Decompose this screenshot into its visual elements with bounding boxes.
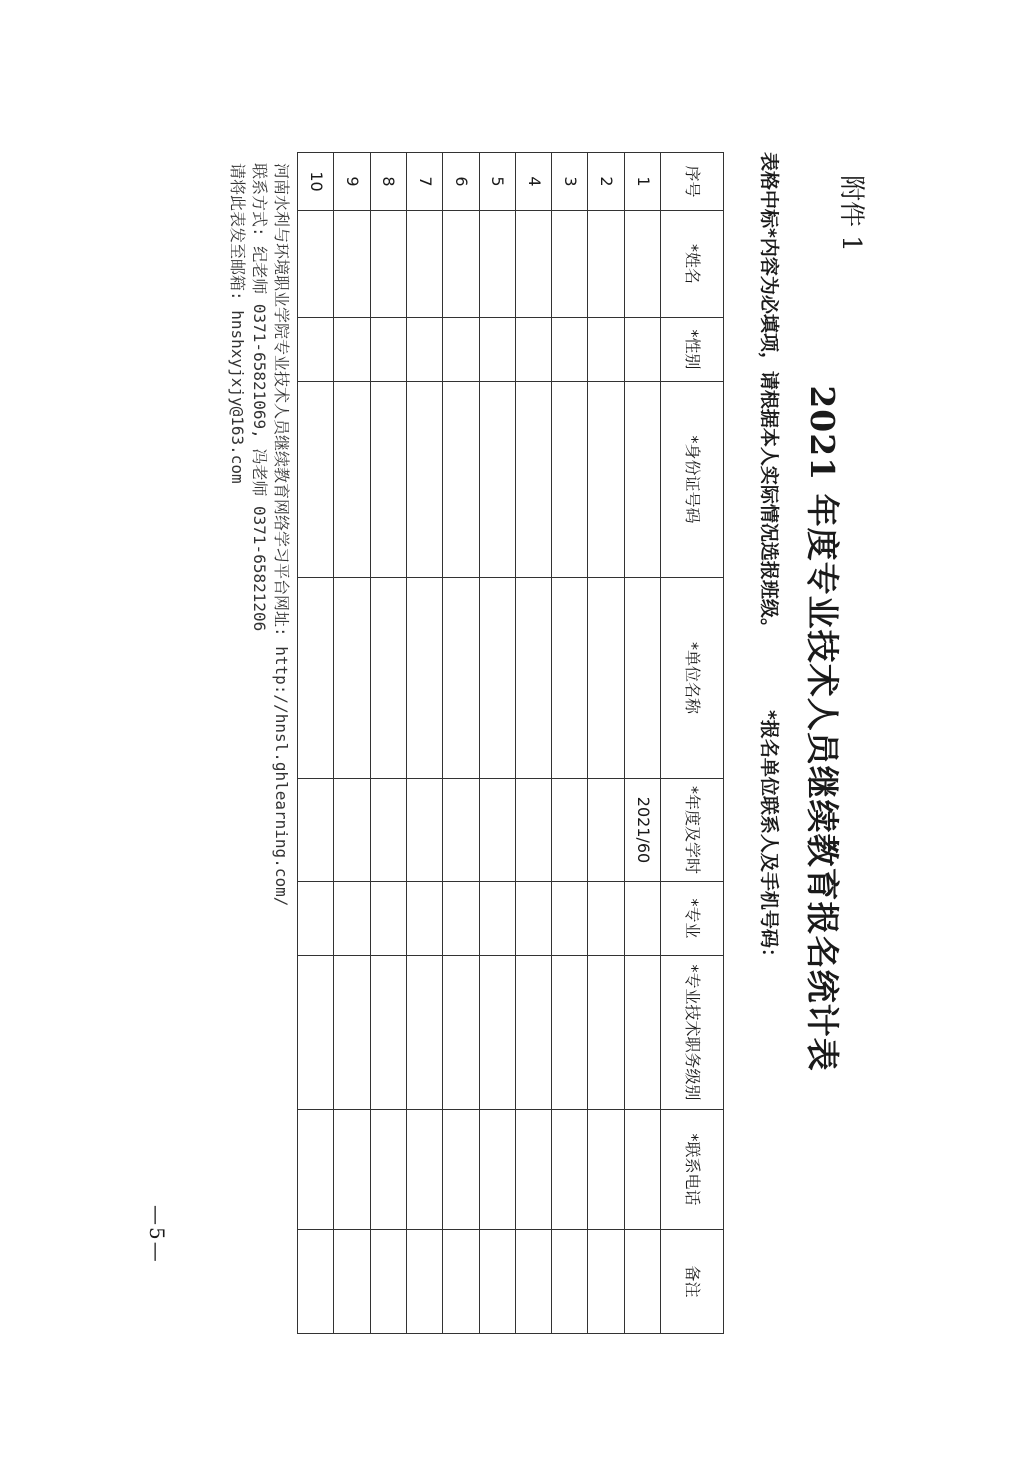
table-cell xyxy=(479,382,515,578)
table-cell xyxy=(406,882,442,956)
page-number: —5— xyxy=(145,1205,169,1264)
row-number-cell: 10 xyxy=(298,153,334,211)
table-cell xyxy=(515,779,551,882)
row-number-cell: 3 xyxy=(552,153,588,211)
contact-person-note: *报名单位联系人及手机号码： xyxy=(758,710,780,967)
table-cell xyxy=(370,1110,406,1230)
table-cell xyxy=(443,211,479,318)
table-cell xyxy=(370,882,406,956)
column-header: *姓名 xyxy=(661,211,724,318)
table-cell xyxy=(443,318,479,382)
table-cell xyxy=(298,382,334,578)
table-cell xyxy=(552,382,588,578)
table-cell xyxy=(479,779,515,882)
table-cell xyxy=(515,382,551,578)
table-cell xyxy=(298,318,334,382)
table-cell xyxy=(370,1230,406,1334)
column-header: *年度及学时 xyxy=(661,779,724,882)
table-cell xyxy=(443,956,479,1110)
table-row xyxy=(334,153,370,1334)
table-cell xyxy=(370,578,406,779)
table-cell: 2021/60 xyxy=(624,779,660,882)
row-number-cell: 7 xyxy=(406,153,442,211)
table-cell xyxy=(552,882,588,956)
table-row xyxy=(588,153,624,1334)
table-cell xyxy=(370,318,406,382)
row-number-cell: 1 xyxy=(624,153,660,211)
table-cell xyxy=(552,956,588,1110)
table-cell xyxy=(298,211,334,318)
table-cell xyxy=(479,1110,515,1230)
table-cell xyxy=(298,1230,334,1334)
table-cell xyxy=(479,318,515,382)
table-cell xyxy=(552,1230,588,1334)
table-cell xyxy=(479,882,515,956)
row-number-cell: 6 xyxy=(443,153,479,211)
footer-email: 请将此表发至邮箱: hnshxyjxjy@163.com xyxy=(228,163,247,484)
table-cell xyxy=(406,1110,442,1230)
table-cell xyxy=(624,882,660,956)
table-cell xyxy=(406,779,442,882)
table-cell xyxy=(515,1230,551,1334)
table-cell xyxy=(406,211,442,318)
table-cell xyxy=(370,956,406,1110)
table-row xyxy=(515,153,551,1334)
table-cell xyxy=(515,578,551,779)
table-cell xyxy=(298,578,334,779)
table-cell xyxy=(588,956,624,1110)
table-cell xyxy=(552,318,588,382)
table-cell xyxy=(624,1110,660,1230)
row-number-cell: 8 xyxy=(370,153,406,211)
form-title: 2021 年度专业技术人员继续教育报名统计表 xyxy=(803,385,842,1072)
footer-contact: 联系方式: 纪老师 0371-65821069, 冯老师 0371-65821206 xyxy=(250,163,269,632)
table-cell xyxy=(479,578,515,779)
table-cell xyxy=(588,882,624,956)
table-row xyxy=(552,153,588,1334)
table-cell xyxy=(588,578,624,779)
table-cell xyxy=(624,211,660,318)
table-cell xyxy=(588,318,624,382)
table-cell xyxy=(298,779,334,882)
table-body xyxy=(298,153,661,1334)
table-row xyxy=(443,153,479,1334)
table-cell xyxy=(298,956,334,1110)
table-row xyxy=(406,153,442,1334)
attachment-label: 附件 1 xyxy=(836,175,866,252)
table-cell xyxy=(443,1230,479,1334)
table-cell xyxy=(334,578,370,779)
table-cell xyxy=(443,1110,479,1230)
column-header: *身份证号码 xyxy=(661,382,724,578)
row-number-cell: 9 xyxy=(334,153,370,211)
column-header: *专业 xyxy=(661,882,724,956)
table-cell xyxy=(515,211,551,318)
table-cell xyxy=(624,1230,660,1334)
table-cell xyxy=(334,382,370,578)
table-cell xyxy=(624,956,660,1110)
table-cell xyxy=(406,318,442,382)
required-fields-note: 表格中标*内容为必填项，请根据本人实际情况选报班级。 xyxy=(758,152,780,637)
table-cell xyxy=(334,318,370,382)
table-cell xyxy=(552,211,588,318)
table-cell xyxy=(515,318,551,382)
table-cell xyxy=(334,1110,370,1230)
table-cell xyxy=(588,779,624,882)
table-cell xyxy=(515,882,551,956)
table-row xyxy=(624,153,660,1334)
table-cell xyxy=(443,578,479,779)
table-cell xyxy=(515,1110,551,1230)
row-number-cell: 5 xyxy=(479,153,515,211)
column-header: 备注 xyxy=(661,1230,724,1334)
table-cell xyxy=(552,1110,588,1230)
table-cell xyxy=(298,1110,334,1230)
table-cell xyxy=(334,882,370,956)
table-cell xyxy=(552,578,588,779)
table-cell xyxy=(624,382,660,578)
column-header: *专业技术职务级别 xyxy=(661,956,724,1110)
table-row xyxy=(479,153,515,1334)
table-cell xyxy=(443,882,479,956)
table-cell xyxy=(298,882,334,956)
registration-table xyxy=(297,152,724,1334)
table-cell xyxy=(479,956,515,1110)
table-cell xyxy=(443,779,479,882)
table-cell xyxy=(552,779,588,882)
table-cell xyxy=(334,956,370,1110)
table-cell xyxy=(406,382,442,578)
table-cell xyxy=(588,382,624,578)
table-header-row xyxy=(661,153,724,1334)
table-cell xyxy=(443,382,479,578)
table-cell xyxy=(406,578,442,779)
table-cell xyxy=(479,1230,515,1334)
table-cell xyxy=(588,211,624,318)
footer-platform-url: 河南水利与环境职业学院专业技术人员继续教育网络学习平台网址: http://hnsl.ghlearning.com/ xyxy=(272,163,291,907)
column-header: *联系电话 xyxy=(661,1110,724,1230)
table-cell xyxy=(370,382,406,578)
table-cell xyxy=(624,578,660,779)
row-number-cell: 2 xyxy=(588,153,624,211)
row-number-cell: 4 xyxy=(515,153,551,211)
column-header: *性别 xyxy=(661,318,724,382)
table-cell xyxy=(334,211,370,318)
table-cell xyxy=(334,779,370,882)
column-header: *单位名称 xyxy=(661,578,724,779)
table-row xyxy=(298,153,334,1334)
table-cell xyxy=(406,1230,442,1334)
table-cell xyxy=(479,211,515,318)
table-cell xyxy=(406,956,442,1110)
table-cell xyxy=(624,318,660,382)
table-cell xyxy=(588,1230,624,1334)
table-cell xyxy=(588,1110,624,1230)
table-cell xyxy=(370,779,406,882)
column-header: 序号 xyxy=(661,153,724,211)
table-cell xyxy=(515,956,551,1110)
table-cell xyxy=(334,1230,370,1334)
table-row xyxy=(370,153,406,1334)
table-cell xyxy=(370,211,406,318)
